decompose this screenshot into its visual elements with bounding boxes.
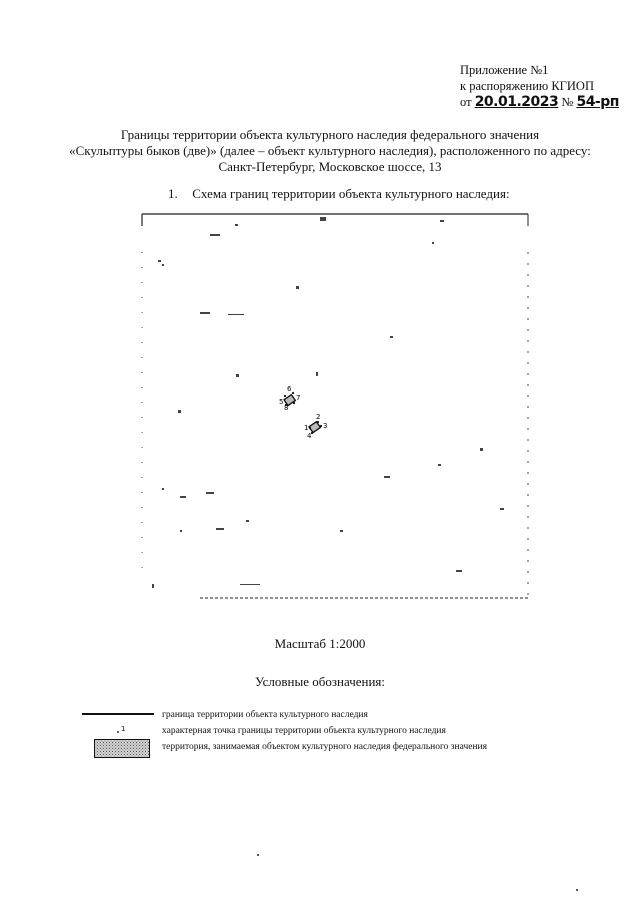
point-label: 1 <box>304 424 309 432</box>
title-line-2: «Скульптуры быков (две)» (далее – объект культурного наследия), расположенного по адресу: <box>69 143 591 158</box>
document-title <box>40 127 620 175</box>
hatched-area-symbol <box>94 739 150 758</box>
point-label: 3 <box>323 422 328 430</box>
title-line-3: Санкт-Петербург, Московское шоссе, 13 <box>218 159 442 174</box>
scan-speck <box>576 889 578 891</box>
legend-boundary-label: граница территории объекта культурного наследия <box>162 710 368 720</box>
point-symbol <box>117 731 119 733</box>
point-label: 6 <box>287 385 292 393</box>
handwritten-number: 54-рп <box>576 94 619 110</box>
point-label: 2 <box>316 413 321 421</box>
point-label: 5 <box>279 398 284 406</box>
map-scale: Масштаб 1:2000 <box>274 636 366 651</box>
boundary-line-symbol <box>82 713 154 715</box>
point-label: 8 <box>284 404 289 412</box>
point-label: 4 <box>307 432 312 440</box>
number-prefix: № <box>561 95 574 109</box>
object-1-footprint <box>279 385 300 412</box>
scan-speck <box>257 854 259 856</box>
map-speckle <box>152 217 504 588</box>
handwritten-date: 20.01.2023 <box>474 94 559 110</box>
point-label: 7 <box>296 394 301 402</box>
appendix-title: Приложение №1 <box>460 63 549 77</box>
section-heading <box>168 186 510 202</box>
point-symbol-label: 1 <box>121 725 126 733</box>
section-label: Схема границ территории объекта культурного наследия: <box>192 186 510 201</box>
legend-area-label: территория, занимаемая объектом культурного наследия федерального значения <box>162 742 487 752</box>
map-frame <box>142 214 528 598</box>
appendix-date-number <box>460 94 619 110</box>
object-2-footprint <box>304 413 327 440</box>
date-prefix: от <box>460 95 472 109</box>
boundary-map <box>140 212 530 600</box>
legend-point-label: характерная точка границы территории объекта культурного наследия <box>162 726 446 736</box>
legend-title: Условные обозначения: <box>254 674 386 689</box>
appendix-order: к распоряжению КГИОП <box>460 79 594 93</box>
section-number: 1. <box>168 186 178 201</box>
appendix-block <box>460 62 619 110</box>
title-line-1: Границы территории объекта культурного наследия федерального значения <box>120 127 540 142</box>
